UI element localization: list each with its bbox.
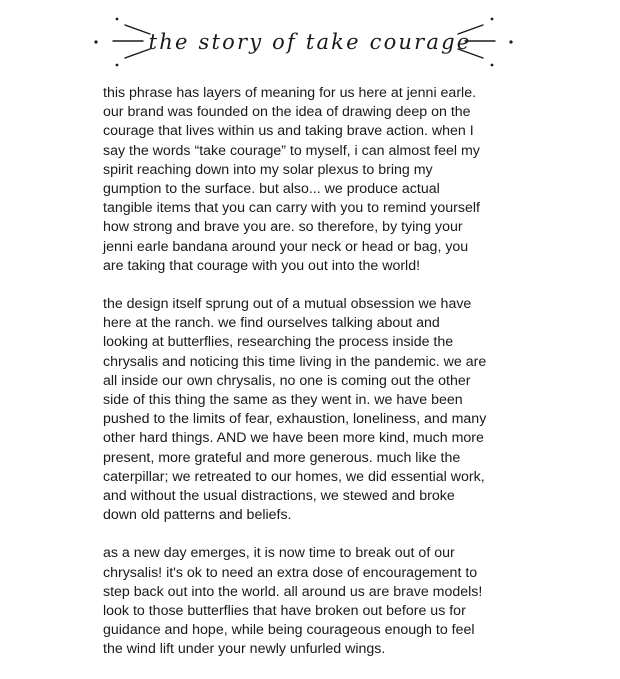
header xyxy=(0,8,620,78)
paragraph-1: this phrase has layers of meaning for us here at jenni earle. our brand was founded on the idea of drawing deep on the courage that lives within us and taking brave action. when I say the words “take courage” to myself, i can almost feel my spirit reaching down into my solar plexus to bring my gumption to the surface. but also... we produce actual tangible items that you can carry with you to remind yourself how strong and brave you are. so therefore, by tying your jenni earle bandana around your neck or head or bag, you are taking that courage with you out into the world! xyxy=(103,85,480,274)
paragraph-3: as a new day emerges, it is now time to break out of our chrysalis! it's ok to need an extra dose of encouragement to step back out into the world. all around us are brave models! look to those butterflies that have broken out before us for guidance and hope, while being courageous enough to feel the wind lift under your newly unfurled wings. xyxy=(103,545,483,658)
page-title: the story of take courage xyxy=(148,30,472,54)
story-body xyxy=(103,84,523,679)
paragraph-2: the design itself sprung out of a mutual obsession we have here at the ranch. we find ourselves talking about and looking at butterflies, researching the process inside the chrysalis and noticing this time living in the pandemic. we are all inside our own chrysalis, no one is coming out the other side of this thing the same as they went in. we have been pushed to the limits of fear, exhaustion, loneliness, and many other hard things. AND we have been more kind, much more present, more grateful and more generous. much like the caterpillar; we retreated to our homes, we did essential work, and without the usual distractions, we stewed and broke down old patterns and beliefs. xyxy=(103,296,487,524)
